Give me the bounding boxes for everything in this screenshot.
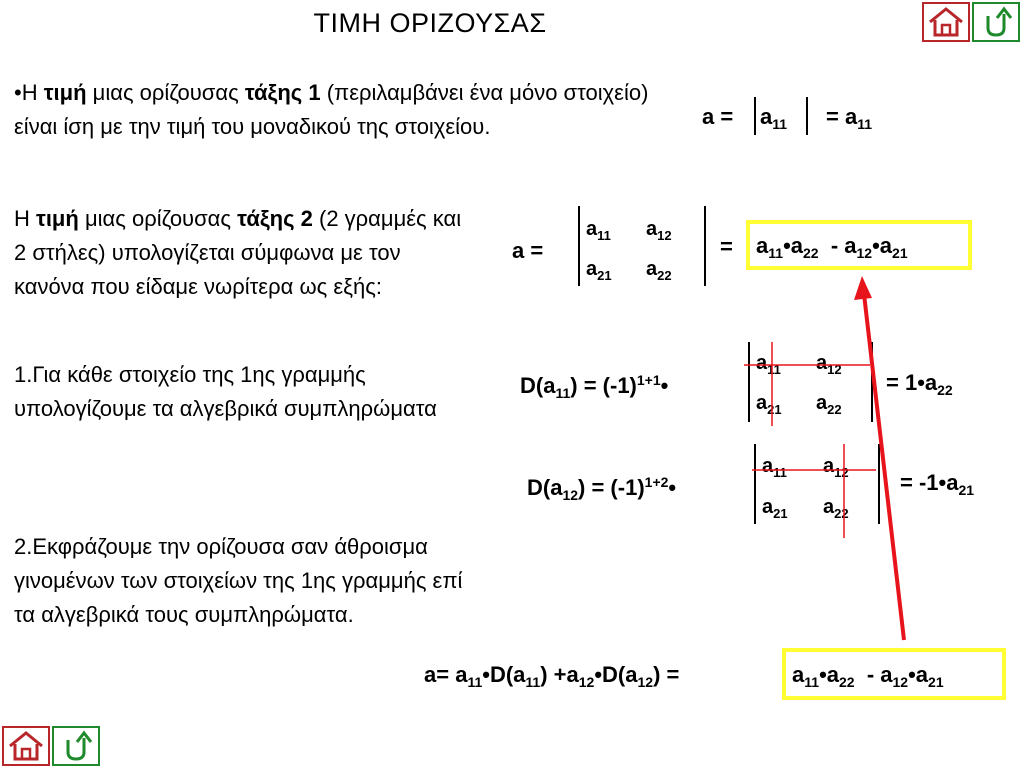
- minor1-a22: $a_{22}$: [816, 392, 842, 417]
- house-icon: [4, 728, 48, 764]
- cofactor-a11-label: $D(a_{11})$ = $(-1)^{1+1}•$: [520, 372, 669, 401]
- paragraph-order-2: Η τιμή μιας ορίζουσας τάξης 2 (2 γραμμές και 2 στήλες) υπολογίζεται σύμφωνα με τον κανόνα που είδαμε νωρίτερα ως εξής:: [14, 206, 462, 299]
- order-2-lhs: a =: [512, 238, 544, 263]
- matrix-a21: $a_{21}$: [586, 258, 612, 283]
- home-button[interactable]: [922, 2, 970, 42]
- determinant-bar: [578, 206, 580, 286]
- final-result: $a_{11}•a_{22}$ - $a_{12}•a_{21}$: [792, 662, 944, 690]
- house-icon: [924, 4, 968, 40]
- determinant-bar: [754, 97, 756, 135]
- page-title: ΤΙΜΗ ΟΡΙΖΟΥΣΑΣ: [313, 8, 547, 38]
- step-1-text: 1.Για κάθε στοιχείο της 1ης γραμμής υπολογίζουμε τα αλγεβρικά συμπληρώματα: [14, 362, 437, 421]
- minor1-a11: $a_{11}$: [756, 352, 781, 377]
- order-1-result: = $a_{11}$: [826, 104, 873, 132]
- matrix-a11: $a_{11}$: [586, 218, 611, 243]
- final-expansion: $a= a_{11}•D(a_{11})$ $+a_{12}•D(a_{12})$ =: [424, 662, 680, 690]
- cofactor-a12-result: = $-1•a_{21}$: [900, 470, 975, 498]
- determinant-bar: [704, 206, 706, 286]
- minor1-a12: $a_{12}$: [816, 352, 842, 377]
- red-arrow-icon: [840, 272, 920, 652]
- paragraph-order-1: •Η τιμή μιας ορίζουσας τάξης 1 (περιλαμβάνει ένα μόνο στοιχείο) είναι ίση με την τιμή του μοναδικού της στοιχείου.: [14, 80, 649, 139]
- home-button-bottom[interactable]: [2, 726, 50, 766]
- back-button[interactable]: [972, 2, 1020, 42]
- order-2-formula: $a_{11}•a_{22}$ - $a_{12}•a_{21}$: [756, 233, 908, 261]
- order-1-element: $a_{11}$: [760, 104, 788, 132]
- return-arrow-icon: [54, 728, 98, 764]
- step-2-text: 2.Εκφράζουμε την ορίζουσα σαν άθροισμα γινομένων των στοιχείων της 1ης γραμμής επί τα αλγεβρικά τους συμπληρώματα.: [14, 534, 463, 627]
- matrix-a22: $a_{22}$: [646, 258, 672, 283]
- matrix-a12: $a_{12}$: [646, 218, 672, 243]
- order-2-equals: =: [720, 234, 733, 259]
- cofactor-a11-result: = $1•a_{22}$: [886, 370, 953, 398]
- minor2-a21: $a_{21}$: [762, 496, 788, 521]
- cofactor-a12-label: $D(a_{12})$ = $(-1)^{1+2}•$: [527, 474, 677, 503]
- order-1-equation: a =: [702, 104, 734, 129]
- return-arrow-icon: [974, 4, 1018, 40]
- minor2-a12: $a_{12}$: [823, 455, 849, 480]
- minor1-a21: $a_{21}$: [756, 392, 782, 417]
- minor2-a22: $a_{22}$: [823, 496, 849, 521]
- determinant-bar: [806, 97, 808, 135]
- minor2-a11: $a_{11}$: [762, 455, 787, 480]
- back-button-bottom[interactable]: [52, 726, 100, 766]
